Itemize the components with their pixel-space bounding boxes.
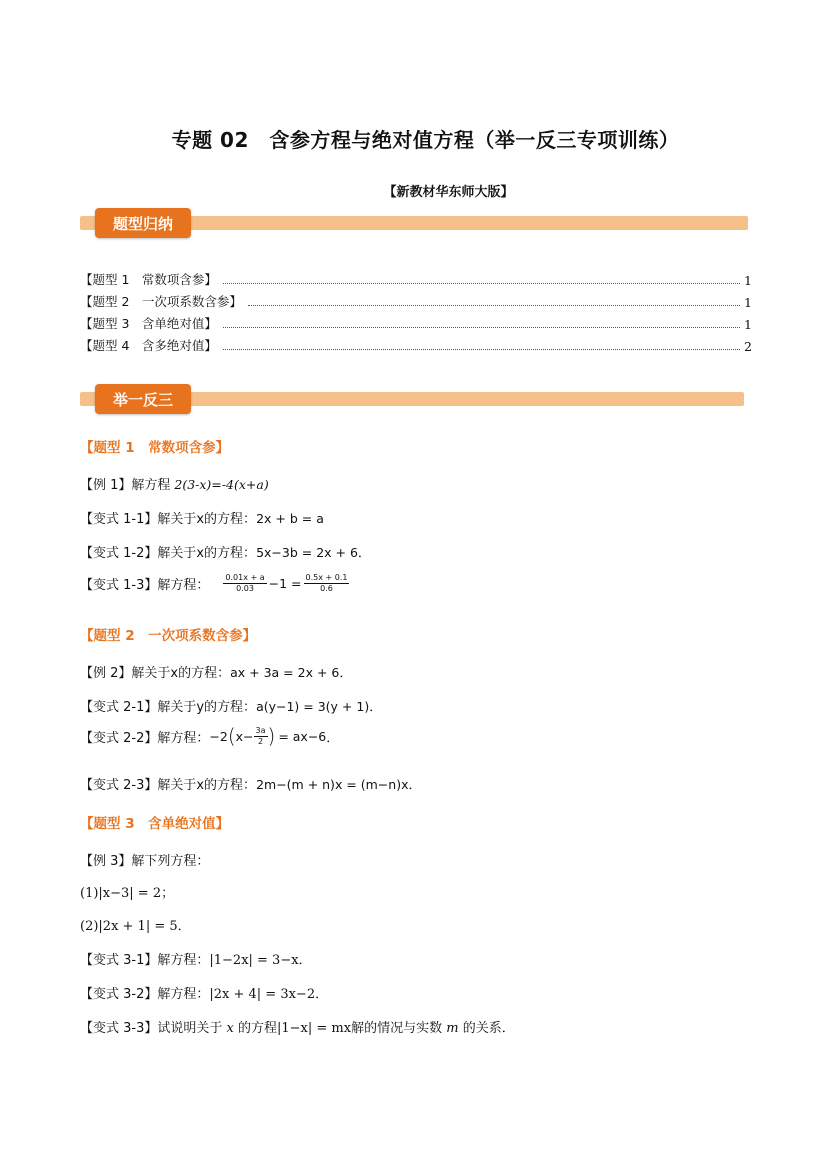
period: ． xyxy=(357,546,371,561)
toc-item[interactable] xyxy=(80,290,752,310)
example-1 xyxy=(80,474,269,493)
page-title: 专题 02 含参方程与绝对值方程（举一反三专项训练） xyxy=(171,128,680,152)
variant-label: 【变式 2-3】解关于x的方程： xyxy=(80,778,257,793)
text: 解的情况与实数 xyxy=(351,1021,443,1036)
denominator: 2 xyxy=(257,736,264,746)
numerator: 0.01x + a xyxy=(225,573,265,582)
toc-item[interactable] xyxy=(80,312,752,332)
section-heading-2: 【题型 2 一次项系数含参】 xyxy=(80,628,257,644)
equation: 2m−(m + n)x = (m−n)x xyxy=(256,777,409,792)
fraction xyxy=(304,574,350,593)
variant-2-2 xyxy=(80,724,339,748)
summary-banner-tab: 题型归纳 xyxy=(95,208,191,238)
page-subtitle: 【新教材华东师大版】 xyxy=(383,185,514,200)
right-paren: ) xyxy=(267,724,276,748)
toc-label: 【题型 2 一次项系数含参】 xyxy=(80,294,242,309)
variant-label: 【变式 1-3】解方程： xyxy=(80,578,210,593)
numerator: 3a xyxy=(255,725,266,735)
equation: |1−2x| = 3−x． xyxy=(209,953,312,968)
toc-page: 1 xyxy=(744,317,752,332)
toc-label: 【题型 4 含多绝对值】 xyxy=(80,338,217,353)
example-label: 【例 1】解方程 xyxy=(80,478,171,493)
variable-x: x xyxy=(222,1021,238,1036)
variable-m: m xyxy=(442,1021,463,1036)
toc-item[interactable] xyxy=(80,334,752,354)
equation-part: x− xyxy=(235,728,254,744)
equation: 2x + b = a xyxy=(256,511,324,526)
toc-leader xyxy=(223,283,740,284)
toc-leader xyxy=(248,305,740,306)
toc-label: 【题型 1 常数项含参】 xyxy=(80,272,217,287)
toc-leader xyxy=(223,327,740,328)
text: 的关系． xyxy=(462,1021,515,1036)
equation: |1−x| = mx xyxy=(277,1021,352,1036)
equation: |2x + 4| = 3x−2． xyxy=(209,987,329,1002)
equation: ax + 3a = 2x + 6 xyxy=(230,665,340,680)
example-label: 【例 2】解关于x的方程： xyxy=(80,666,231,681)
denominator: 0.6 xyxy=(320,584,333,593)
variant-3-2 xyxy=(80,983,328,1002)
example-3-part-2: (2)|2x + 1| = 5． xyxy=(80,919,191,934)
variant-label: 【变式 3-2】解方程： xyxy=(80,987,210,1002)
equation-part: −2 xyxy=(209,728,228,744)
equation: 5x−3b = 2x + 6 xyxy=(256,545,358,560)
equation: 2(3-x)=-4(x+a) xyxy=(170,477,269,492)
period: ． xyxy=(339,666,353,681)
variant-1-2 xyxy=(80,542,371,561)
toc-page: 2 xyxy=(744,339,752,354)
denominator: 0.03 xyxy=(236,584,254,593)
section-heading-3: 【题型 3 含单绝对值】 xyxy=(80,816,230,832)
variant-1-3 xyxy=(80,574,349,593)
example-3-part-1: (1)|x−3| = 2； xyxy=(80,886,175,901)
period: ． xyxy=(369,700,383,715)
variant-3-1 xyxy=(80,949,312,968)
period: ． xyxy=(326,730,340,746)
example-3: 【例 3】解下列方程： xyxy=(80,854,210,869)
equation: a(y−1) = 3(y + 1) xyxy=(256,699,370,714)
variant-1-1 xyxy=(80,508,324,527)
toc-page: 1 xyxy=(744,295,752,310)
example-2 xyxy=(80,662,352,681)
toc-label: 【题型 3 含单绝对值】 xyxy=(80,316,217,331)
toc-leader xyxy=(223,349,740,350)
text: 的方程 xyxy=(237,1021,277,1036)
variant-2-3 xyxy=(80,774,422,793)
equation: −1 = xyxy=(268,576,302,591)
variant-label: 【变式 2-1】解关于y的方程： xyxy=(80,700,257,715)
period: ． xyxy=(408,778,422,793)
equation-part: = ax−6 xyxy=(278,728,327,744)
toc-item[interactable] xyxy=(80,268,752,288)
variant-label: 【变式 1-1】解关于x的方程： xyxy=(80,512,257,527)
fraction xyxy=(223,574,266,593)
left-paren: ( xyxy=(227,724,236,748)
section-heading-1: 【题型 1 常数项含参】 xyxy=(80,440,230,456)
variant-label: 【变式 3-3】试说明关于 xyxy=(80,1021,223,1036)
variant-label: 【变式 3-1】解方程： xyxy=(80,953,210,968)
variant-label: 【变式 2-2】解方程： xyxy=(80,730,210,746)
numerator: 0.5x + 0.1 xyxy=(305,573,348,582)
practice-banner-tab: 举一反三 xyxy=(95,384,191,414)
fraction xyxy=(254,727,268,746)
variant-2-1 xyxy=(80,696,382,715)
toc-page: 1 xyxy=(744,273,752,288)
variant-label: 【变式 1-2】解关于x的方程： xyxy=(80,546,257,561)
variant-3-3 xyxy=(80,1017,515,1036)
